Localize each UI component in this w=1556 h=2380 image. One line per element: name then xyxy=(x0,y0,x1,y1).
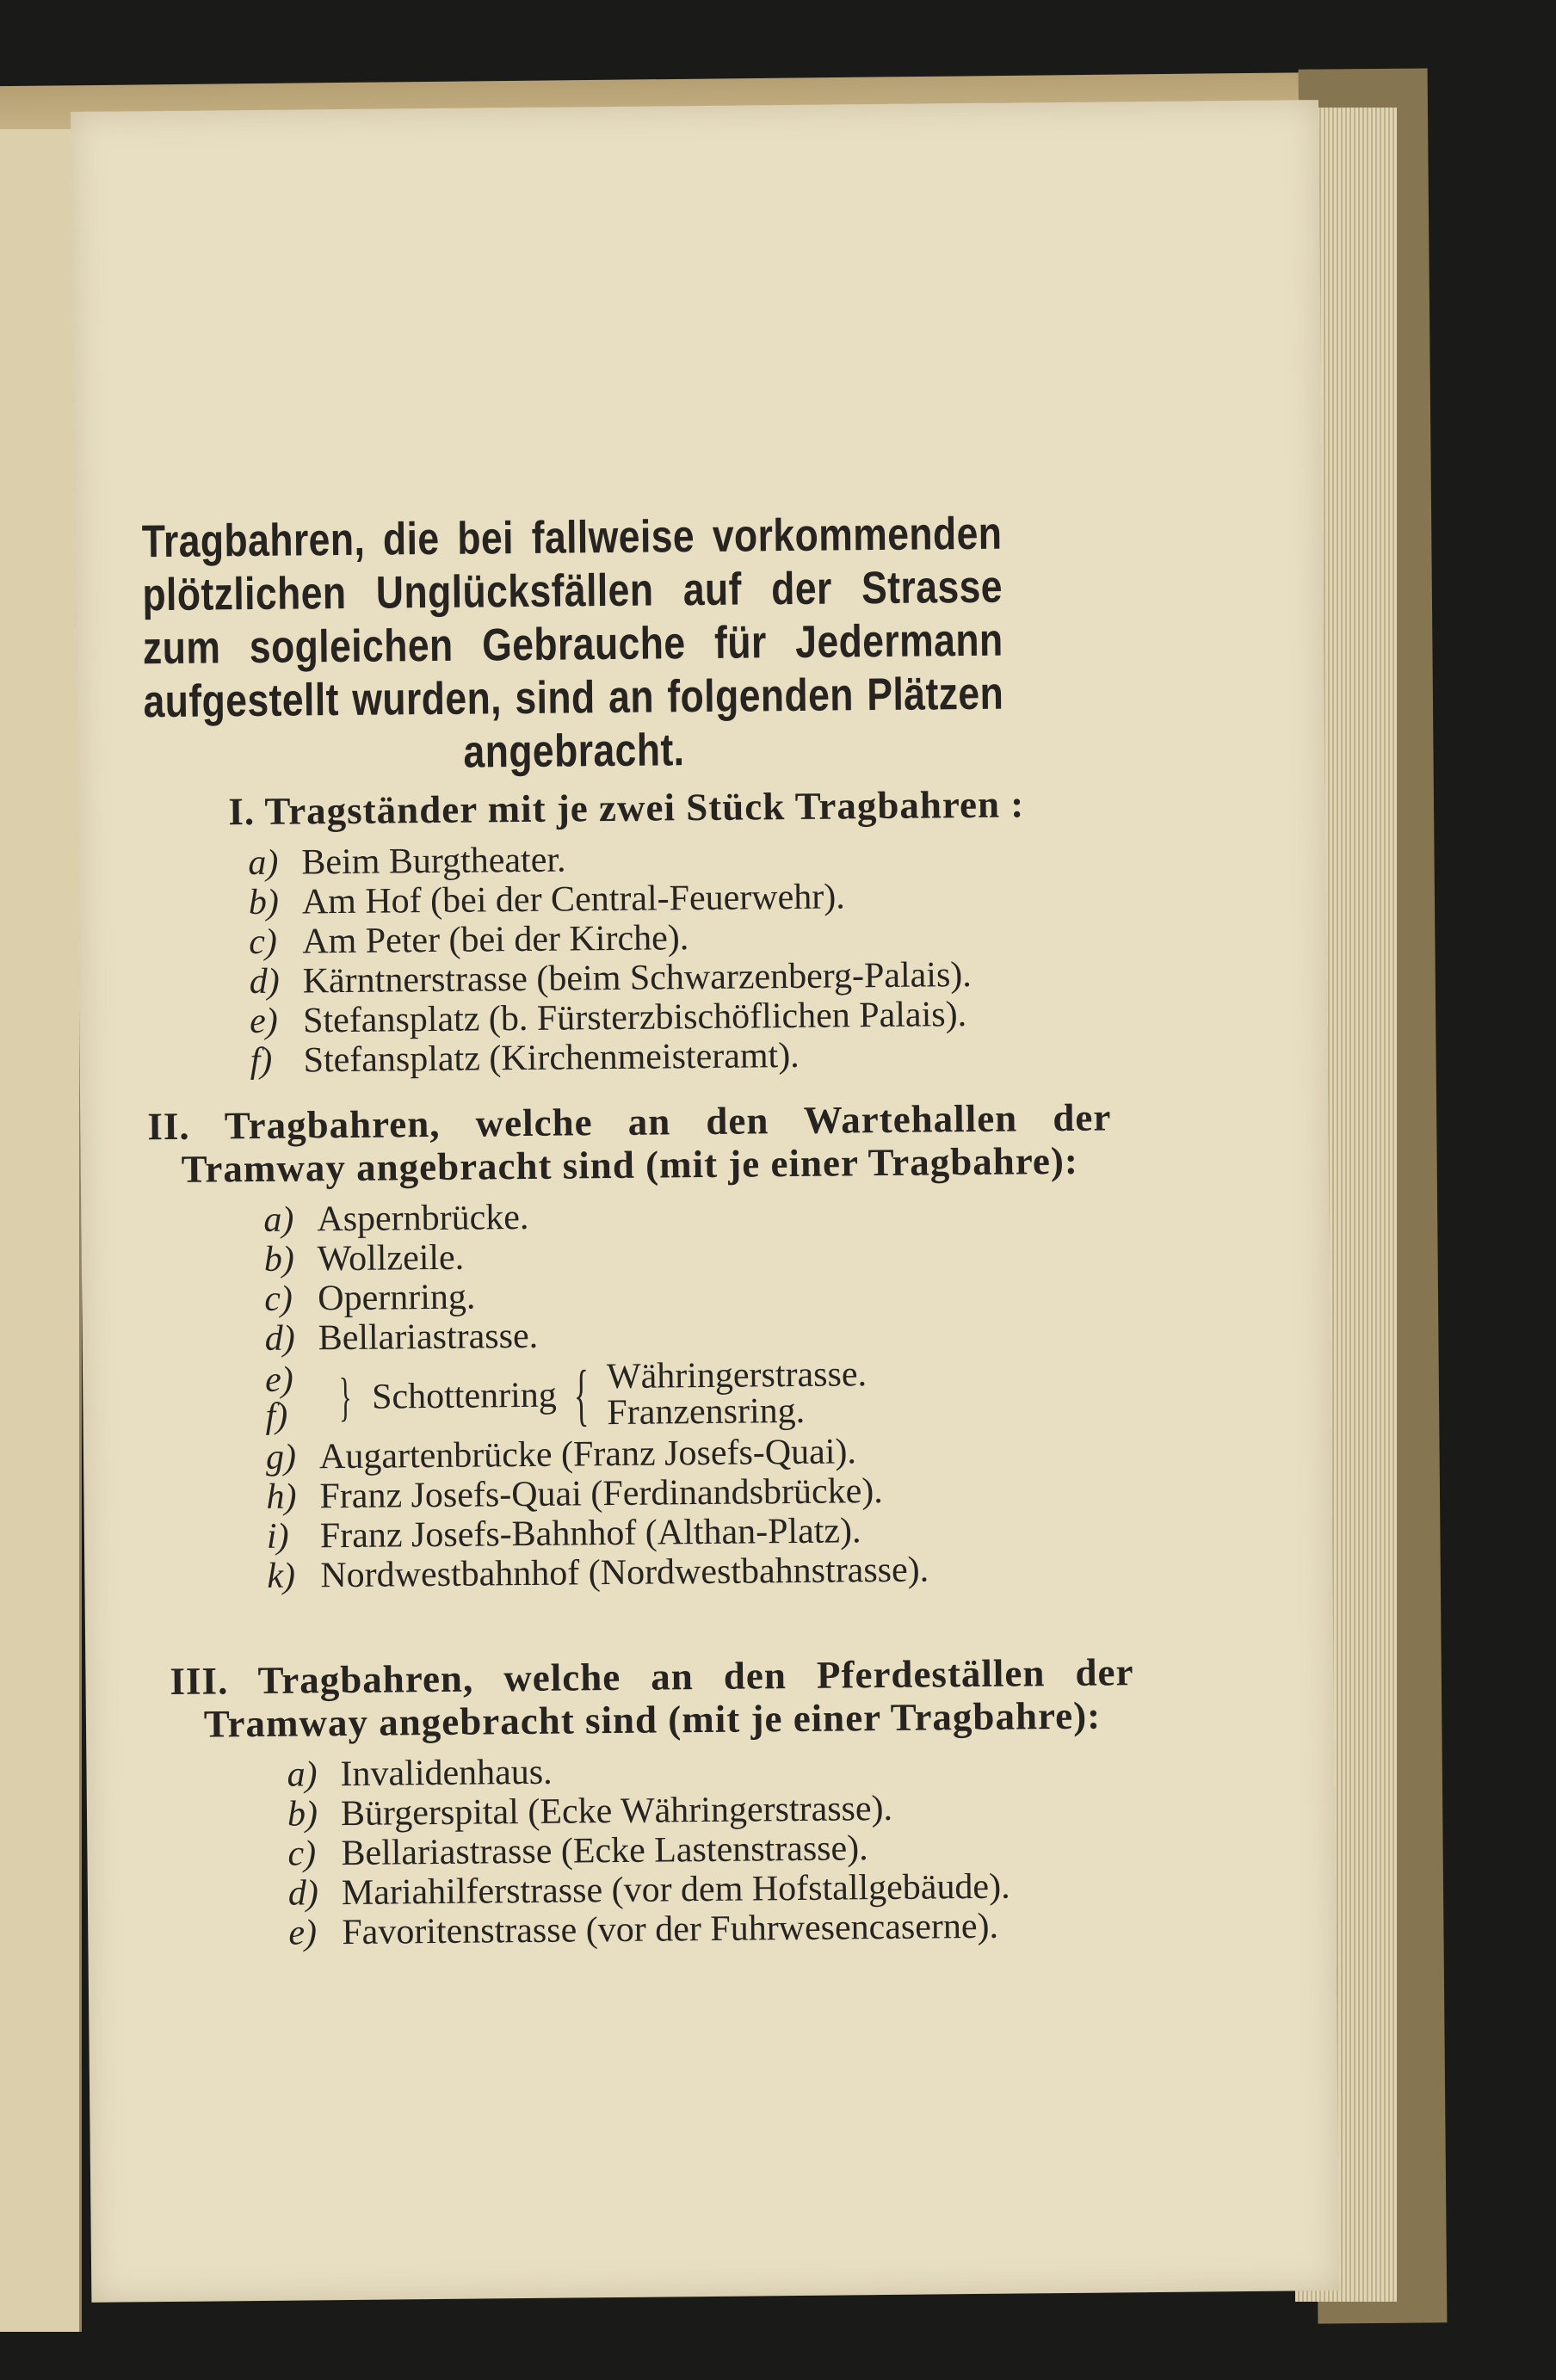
item-text: Franz Josefs-Quai (Ferdinandsbrücke). xyxy=(319,1471,883,1517)
item-text: Mariahilferstrasse (vor dem Hofstallgebäude). xyxy=(341,1866,1010,1914)
item-letter: d) xyxy=(264,1318,295,1359)
section-1-title: I. Tragständer mit je zwei Stück Tragbahren : xyxy=(228,782,1025,834)
item-text: Bellariastrasse. xyxy=(318,1316,539,1359)
left-page-edge xyxy=(0,129,82,2332)
item-text: Augartenbrücke (Franz Josefs-Quai). xyxy=(318,1432,857,1477)
item-text: Kärntnerstrasse (beim Schwarzenberg-Palais). xyxy=(302,954,972,1002)
item-text: Aspernbrücke. xyxy=(317,1197,529,1240)
item-letter: k) xyxy=(267,1556,296,1596)
item-letter: f) xyxy=(250,1040,273,1082)
list-item xyxy=(267,1548,1115,1595)
section-2-list xyxy=(263,1192,1115,1595)
item-letter: d) xyxy=(287,1873,319,1914)
item-text: Am Hof (bei der Central-Feuerwehr). xyxy=(301,877,845,922)
schottenring-pair xyxy=(265,1350,1115,1437)
item-text: Favoritenstrasse (vor der Fuhrwesencaserne). xyxy=(342,1906,999,1953)
brace-icon: { xyxy=(573,1357,590,1434)
item-letter: e) xyxy=(264,1360,294,1400)
item-text: Franz Josefs-Bahnhof (Althan-Platz). xyxy=(319,1511,861,1557)
item-text: Beim Burgtheater. xyxy=(301,840,566,883)
item-letter: a) xyxy=(287,1754,318,1795)
item-letter: c) xyxy=(287,1834,317,1874)
list-item xyxy=(250,1033,1110,1081)
item-letter: a) xyxy=(263,1199,294,1240)
item-letter: a) xyxy=(248,842,279,884)
item-letter: f) xyxy=(265,1396,288,1436)
item-text: Am Peter (bei der Kirche). xyxy=(302,918,689,962)
item-text: Stefansplatz (Kirchenmeisteramt). xyxy=(303,1035,800,1081)
item-letter: b) xyxy=(248,882,280,923)
pair-name: Schottenring xyxy=(371,1375,557,1417)
section-3 xyxy=(170,1650,1136,1954)
item-letter: b) xyxy=(287,1794,318,1834)
item-text: Opernring. xyxy=(318,1277,476,1319)
item-text: Stefansplatz (b. Fürsterzbischöflichen Palais). xyxy=(302,995,967,1041)
section-2 xyxy=(147,1095,1115,1597)
item-text: Bürgerspital (Ecke Währingerstrasse). xyxy=(340,1788,893,1834)
item-letter: e) xyxy=(288,1913,318,1953)
section-3-list xyxy=(287,1747,1136,1952)
book-page xyxy=(71,100,1339,2303)
item-letter: h) xyxy=(266,1477,297,1517)
item-letter: d) xyxy=(249,961,280,1002)
page-heading: Tragbahren, die bei fallweise vorkommenden plötzlichen Unglücksfällen auf der Strasse zum sogleichen Gebrauche für Jedermann aufgestellt wurden, sind an folgenden Plätzen angebracht. xyxy=(141,508,1004,778)
item-letter: c) xyxy=(249,922,278,963)
brace-icon: } xyxy=(338,1367,353,1427)
pair-street: Währingerstrasse. xyxy=(606,1354,868,1397)
section-1-list xyxy=(248,835,1111,1081)
item-text: Invalidenhaus. xyxy=(340,1752,553,1795)
item-letter: c) xyxy=(264,1279,293,1319)
section-2-title: II. Tragbahren, welche an den Wartehallen der Tramway angebracht sind (mit je einer Tragbahre): xyxy=(147,1095,1112,1191)
list-item xyxy=(288,1905,1136,1952)
pair-street: Franzensring. xyxy=(607,1390,806,1434)
item-text: Bellariastrasse (Ecke Lastenstrasse). xyxy=(341,1828,868,1874)
item-text: Nordwestbahnhof (Nordwestbahnstrasse). xyxy=(320,1550,929,1596)
item-letter: e) xyxy=(249,1001,279,1042)
item-letter: g) xyxy=(265,1437,297,1477)
list-item xyxy=(288,1865,1136,1913)
item-letter: i) xyxy=(266,1516,289,1557)
section-1 xyxy=(145,781,1111,1082)
section-3-title: III. Tragbahren, welche an den Pferdeställen der Tramway angebracht sind (mit je einer Tragbahre): xyxy=(170,1650,1134,1746)
item-text: Wollzeile. xyxy=(317,1237,465,1279)
item-letter: b) xyxy=(263,1239,295,1279)
